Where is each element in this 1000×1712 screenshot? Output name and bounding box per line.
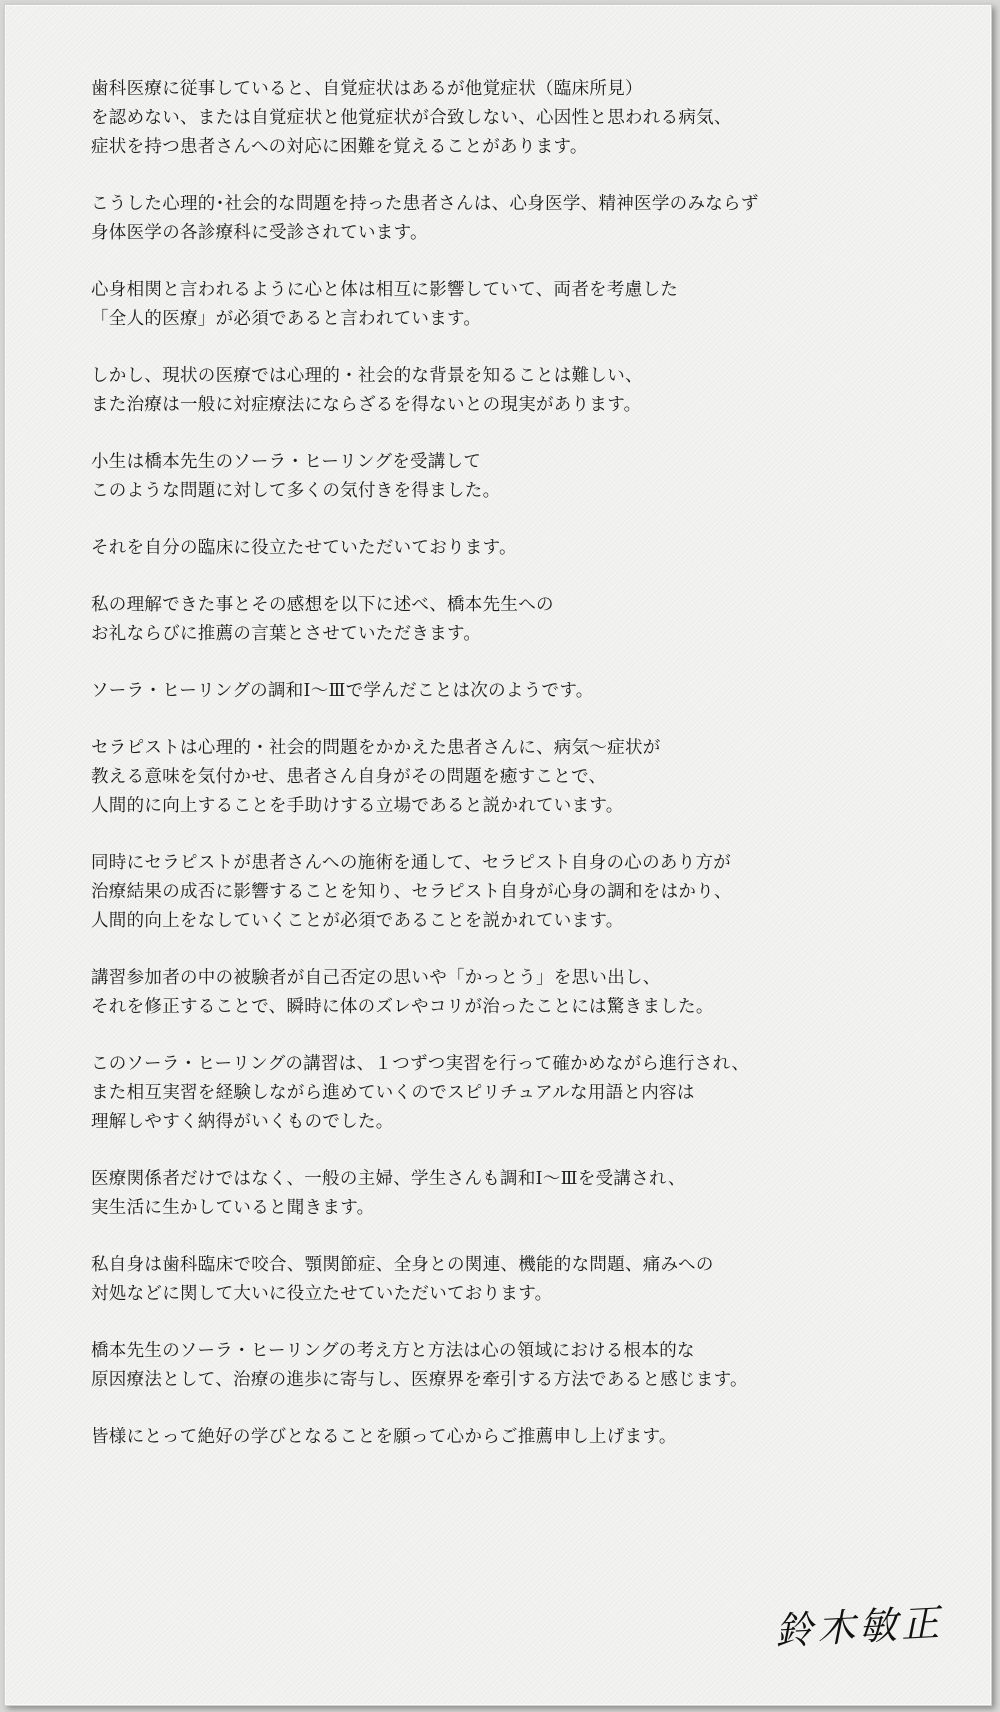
letter-paragraph xyxy=(91,849,921,936)
letter-line: 私の理解できた事とその感想を以下に述べ、橋本先生への xyxy=(91,595,554,615)
letter-line: また治療は一般に対症療法にならざるを得ないとの現実があります。 xyxy=(91,395,642,415)
letter-line: 心身相関と言われるように心と体は相互に影響していて、両者を考慮した xyxy=(91,280,679,300)
letter-paragraph xyxy=(91,677,921,706)
letter-paper xyxy=(4,4,992,1706)
letter-paragraph xyxy=(91,1165,921,1223)
letter-line: 歯科医療に従事していると、自覚症状はあるが他覚症状（臨床所見） xyxy=(91,79,643,99)
letter-paragraph xyxy=(91,1337,921,1395)
letter-paragraph xyxy=(91,448,921,506)
letter-line: 人間的に向上することを手助けする立場であると説かれています。 xyxy=(91,796,624,816)
letter-line: 症状を持つ患者さんへの対応に困難を覚えることがあります。 xyxy=(91,137,588,157)
letter-paragraph xyxy=(91,75,921,162)
letter-paragraph xyxy=(91,276,921,334)
letter-line: このような問題に対して多くの気付きを得ました。 xyxy=(91,481,501,501)
letter-line: ソーラ・ヒーリングの調和Ⅰ～Ⅲで学んだことは次のようです。 xyxy=(91,681,594,701)
letter-line: 身体医学の各診療科に受診されています。 xyxy=(91,223,428,243)
letter-line: 原因療法として、治療の進歩に寄与し、医療界を牽引する方法であると感じます。 xyxy=(91,1370,748,1390)
letter-paragraph xyxy=(91,1251,921,1309)
letter-paragraph xyxy=(91,1050,921,1137)
letter-line: それを自分の臨床に役立たせていただいております。 xyxy=(91,538,517,558)
letter-line: 同時にセラピストが患者さんへの施術を通して、セラピスト自身の心のあり方が xyxy=(91,853,732,873)
letter-line: 理解しやすく納得がいくものでした。 xyxy=(91,1112,394,1132)
letter-line: また相互実習を経験しながら進めていくのでスピリチュアルな用語と内容は xyxy=(91,1083,695,1103)
letter-paragraph xyxy=(91,734,921,821)
letter-body xyxy=(91,75,921,1480)
letter-paragraph xyxy=(91,1423,921,1452)
letter-line: セラピストは心理的・社会的問題をかかえた患者さんに、病気～症状が xyxy=(91,738,661,758)
signature: 鈴木敏正 xyxy=(773,1600,945,1654)
letter-line: 私自身は歯科臨床で咬合、顎関節症、全身との関連、機能的な問題、痛みへの xyxy=(91,1255,714,1275)
letter-line: しかし、現状の医療では心理的・社会的な背景を知ることは難しい、 xyxy=(91,366,643,386)
letter-line: 治療結果の成否に影響することを知り、セラピスト自身が心身の調和をはかり、 xyxy=(91,882,732,902)
letter-paragraph xyxy=(91,362,921,420)
letter-line: 医療関係者だけではなく、一般の主婦、学生さんも調和Ⅰ～Ⅲを受講され、 xyxy=(91,1169,686,1189)
letter-line: それを修正することで、瞬時に体のズレやコリが治ったことには驚きました。 xyxy=(91,997,714,1017)
letter-line: 講習参加者の中の被験者が自己否定の思いや「かっとう」を思い出し、 xyxy=(91,968,661,988)
letter-line: お礼ならびに推薦の言葉とさせていただきます。 xyxy=(91,624,482,644)
letter-line: 皆様にとって絶好の学びとなることを願って心からご推薦申し上げます。 xyxy=(91,1427,677,1447)
letter-paragraph xyxy=(91,964,921,1022)
letter-line: 小生は橋本先生のソーラ・ヒーリングを受講して xyxy=(91,452,482,472)
letter-paragraph xyxy=(91,591,921,649)
letter-line: こうした心理的･社会的な問題を持った患者さんは、心身医学、精神医学のみならず xyxy=(91,194,759,214)
letter-line: 対処などに関して大いに役立たせていただいております。 xyxy=(91,1284,553,1304)
letter-line: を認めない、または自覚症状と他覚症状が合致しない、心因性と思われる病気、 xyxy=(91,108,732,128)
letter-line: このソーラ・ヒーリングの講習は、１つずつ実習を行って確かめながら進行され、 xyxy=(91,1054,750,1074)
letter-line: 「全人的医療」が必須であると言われています。 xyxy=(91,309,482,329)
letter-paragraph xyxy=(91,190,921,248)
letter-line: 橋本先生のソーラ・ヒーリングの考え方と方法は心の領域における根本的な xyxy=(91,1341,695,1361)
letter-line: 教える意味を気付かせ、患者さん自身がその問題を癒すことで、 xyxy=(91,767,607,787)
letter-line: 実生活に生かしていると聞きます。 xyxy=(91,1198,375,1218)
letter-line: 人間的向上をなしていくことが必須であることを説かれています。 xyxy=(91,911,624,931)
letter-paragraph xyxy=(91,534,921,563)
